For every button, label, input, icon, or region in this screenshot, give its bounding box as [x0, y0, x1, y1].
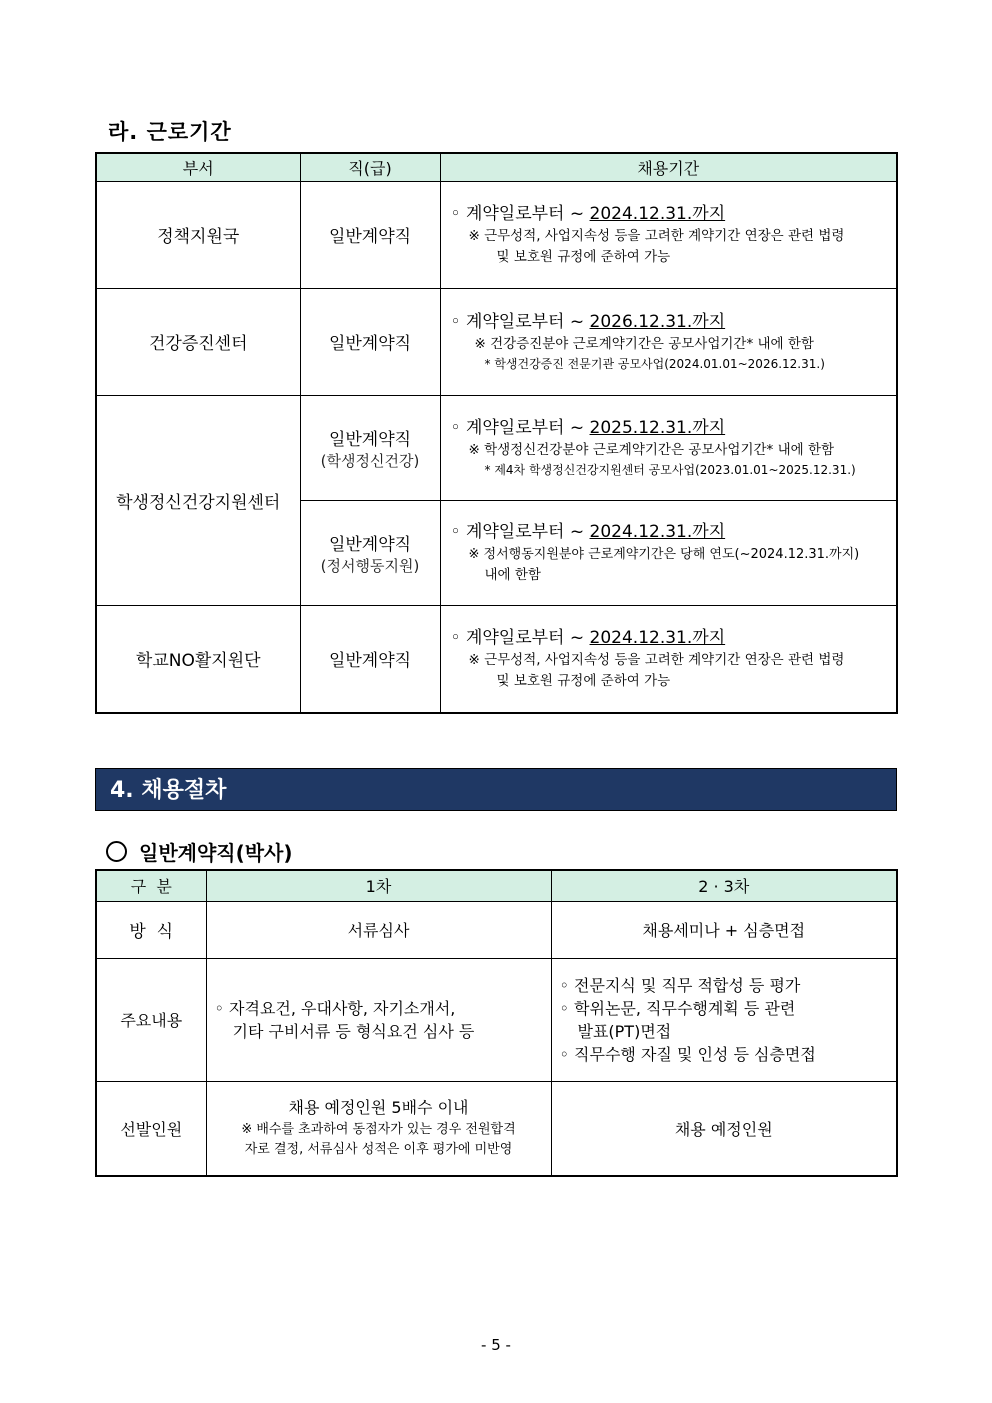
rank-cell: 일반계약직 [300, 181, 440, 288]
rank-cell: 일반계약직 [300, 605, 440, 713]
method-stage23: 채용세미나 + 심층면접 [551, 901, 897, 958]
page-number: - 5 - [481, 1336, 511, 1354]
table-row [96, 958, 897, 1081]
header-stage23: 2 · 3차 [551, 870, 897, 901]
subsection-title: 일반계약직(박사) [106, 837, 293, 866]
table-row [96, 1081, 897, 1176]
period-cell: ◦ 계약일로부터 ~ 2024.12.31.까지 ※ 근무성적, 사업지속성 등을 고려한 계약기간 연장은 관련 법령 및 보호원 규정에 준하여 가능 [440, 181, 897, 288]
circle-icon [106, 841, 127, 862]
dept-cell: 학교NO활지원단 [96, 605, 300, 713]
period-cell: ◦ 계약일로부터 ~ 2024.12.31.까지 ※ 정서행동지원분야 근로계약기간은 당해 연도(~2024.12.31.까지) 내에 한함 [440, 500, 897, 605]
table-row [96, 605, 897, 713]
header-stage1: 1차 [206, 870, 551, 901]
row-label-selection: 선발인원 [96, 1081, 206, 1176]
table-row [96, 395, 897, 500]
row-label-content: 주요내용 [96, 958, 206, 1081]
table-row [96, 901, 897, 958]
content-stage1: ◦ 자격요건, 우대사항, 자기소개서, 기타 구비서류 등 형식요건 심사 등 [206, 958, 551, 1081]
header-category: 구 분 [96, 870, 206, 901]
period-cell: ◦ 계약일로부터 ~ 2025.12.31.까지 ※ 학생정신건강분야 근로계약기간은 공모사업기간* 내에 한함 * 제4차 학생정신건강지원센터 공모사업(2023.01.01~2025.12.31.) [440, 395, 897, 500]
row-label-method: 방 식 [96, 901, 206, 958]
period-cell: ◦ 계약일로부터 ~ 2024.12.31.까지 ※ 근무성적, 사업지속성 등을 고려한 계약기간 연장은 관련 법령 및 보호원 규정에 준하여 가능 [440, 605, 897, 713]
dept-cell: 건강증진센터 [96, 288, 300, 395]
content-stage23: ◦ 전문지식 및 직무 적합성 등 평가 ◦ 학위논문, 직무수행계획 등 관련 발표(PT)면접 ◦ 직무수행 자질 및 인성 등 심층면접 [551, 958, 897, 1081]
table-row [96, 288, 897, 395]
header-period: 채용기간 [440, 153, 897, 181]
method-stage1: 서류심사 [206, 901, 551, 958]
selection-stage1: 채용 예정인원 5배수 이내 ※ 배수를 초과하여 동점자가 있는 경우 전원합격 자로 결정, 서류심사 성적은 이후 평가에 미반영 [206, 1081, 551, 1176]
table-row [96, 181, 897, 288]
rank-cell: 일반계약직 (학생정신건강) [300, 395, 440, 500]
header-dept: 부서 [96, 153, 300, 181]
dept-cell: 학생정신건강지원센터 [96, 395, 300, 605]
header-rank: 직(급) [300, 153, 440, 181]
selection-stage23: 채용 예정인원 [551, 1081, 897, 1176]
dept-cell: 정책지원국 [96, 181, 300, 288]
section-title-work-period: 라. 근로기간 [108, 120, 232, 144]
section-banner-recruitment: 4. 채용절차 [95, 768, 897, 811]
work-period-table [95, 152, 898, 714]
recruitment-procedure-table [95, 869, 898, 1177]
period-cell: ◦ 계약일로부터 ~ 2026.12.31.까지 ※ 건강증진분야 근로계약기간은 공모사업기간* 내에 한함 * 학생건강증진 전문기관 공모사업(2024.01.01~2026.12.31.) [440, 288, 897, 395]
rank-cell: 일반계약직 (정서행동지원) [300, 500, 440, 605]
rank-cell: 일반계약직 [300, 288, 440, 395]
